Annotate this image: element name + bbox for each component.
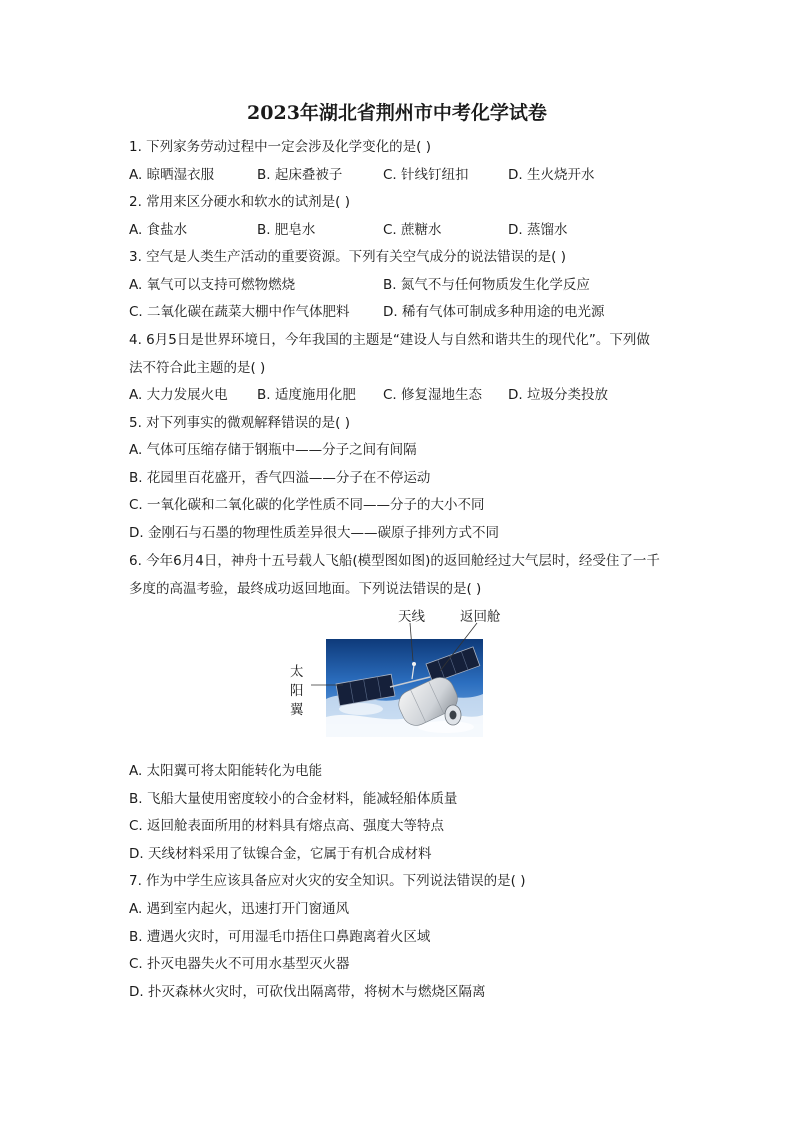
q6-option-b: B. 飞船大量使用密度较小的合金材料，能减轻船体质量 — [129, 791, 458, 807]
q1-option-a: A. 晾晒湿衣服 — [129, 167, 215, 183]
spacecraft-figure — [285, 603, 515, 737]
q2-option-c: C. 蔗糖水 — [383, 222, 442, 238]
q7-option-b: B. 遭遇火灾时，可用湿毛巾捂住口鼻跑离着火区域 — [129, 929, 431, 945]
question-7-stem: 7. 作为中学生应该具备应对火灾的安全知识。下列说法错误的是( ) — [129, 873, 526, 889]
q1-option-d: D. 生火烧开水 — [508, 167, 595, 183]
exam-title: 2023年湖北省荆州市中考化学试卷 — [247, 102, 547, 124]
figure-label-antenna: 天线 — [398, 609, 425, 625]
q2-option-a: A. 食盐水 — [129, 222, 188, 238]
q6-option-c: C. 返回舱表面所用的材料具有熔点高、强度大等特点 — [129, 818, 445, 834]
q5-option-c: C. 一氧化碳和二氧化碳的化学性质不同——分子的大小不同 — [129, 497, 485, 513]
question-6-stem-line-2: 多度的高温考验，最终成功返回地面。下列说法错误的是( ) — [129, 581, 482, 597]
question-2-stem: 2. 常用来区分硬水和软水的试剂是( ) — [129, 194, 350, 210]
q4-option-b: B. 适度施用化肥 — [257, 387, 356, 403]
figure-label-capsule: 返回舱 — [460, 609, 501, 625]
q2-option-d: D. 蒸馏水 — [508, 222, 568, 238]
figure-label-solar-wing: 太阳翼 — [290, 664, 304, 718]
q6-option-d: D. 天线材料采用了钛镍合金，它属于有机合成材料 — [129, 846, 432, 862]
q4-option-d: D. 垃圾分类投放 — [508, 387, 608, 403]
question-4-stem-line-1: 4. 6月5日是世界环境日，今年我国的主题是“建设人与自然和谐共生的现代化”。下列做 — [129, 332, 650, 348]
question-5-stem: 5. 对下列事实的微观解释错误的是( ) — [129, 415, 350, 431]
q7-option-c: C. 扑灭电器失火不可用水基型灭火器 — [129, 956, 350, 972]
q1-option-b: B. 起床叠被子 — [257, 167, 343, 183]
question-4-stem-line-2: 法不符合此主题的是( ) — [129, 360, 266, 376]
q4-option-a: A. 大力发展火电 — [129, 387, 228, 403]
question-3-stem: 3. 空气是人类生产活动的重要资源。下列有关空气成分的说法错误的是( ) — [129, 249, 566, 265]
question-1-stem: 1. 下列家务劳动过程中一定会涉及化学变化的是( ) — [129, 139, 431, 155]
q5-option-b: B. 花园里百花盛开，香气四溢——分子在不停运动 — [129, 470, 431, 486]
q4-option-c: C. 修复湿地生态 — [383, 387, 483, 403]
q5-option-d: D. 金刚石与石墨的物理性质差异很大——碳原子排列方式不同 — [129, 525, 499, 541]
q3-option-d: D. 稀有气体可制成多种用途的电光源 — [383, 304, 605, 320]
question-6-stem-line-1: 6. 今年6月4日，神舟十五号载人飞船(模型图如图)的返回舱经过大气层时，经受住了一千 — [129, 553, 660, 569]
q3-option-b: B. 氮气不与任何物质发生化学反应 — [383, 277, 590, 293]
q2-option-b: B. 肥皂水 — [257, 222, 316, 238]
q7-option-d: D. 扑灭森林火灾时，可砍伐出隔离带，将树木与燃烧区隔离 — [129, 984, 486, 1000]
figure-leader-lines — [285, 603, 515, 737]
q3-option-c: C. 二氧化碳在蔬菜大棚中作气体肥料 — [129, 304, 350, 320]
q3-option-a: A. 氧气可以支持可燃物燃烧 — [129, 277, 296, 293]
q1-option-c: C. 针线钉纽扣 — [383, 167, 469, 183]
q6-option-a: A. 太阳翼可将太阳能转化为电能 — [129, 763, 323, 779]
q7-option-a: A. 遇到室内起火，迅速打开门窗通风 — [129, 901, 350, 917]
q5-option-a: A. 气体可压缩存储于钢瓶中——分子之间有间隔 — [129, 442, 417, 458]
